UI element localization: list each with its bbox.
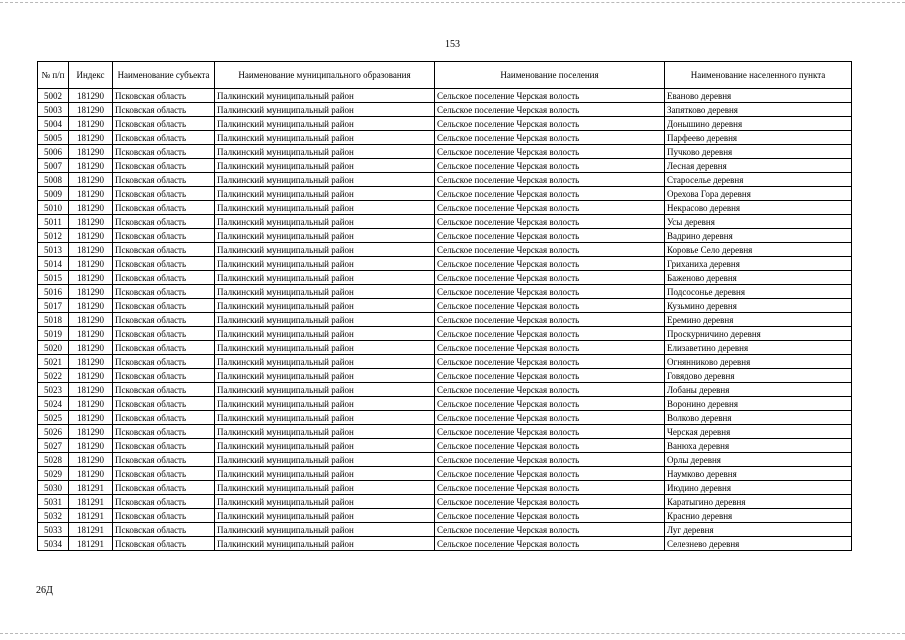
cell-number: 5022	[38, 369, 69, 383]
cell-number: 5025	[38, 411, 69, 425]
settlements-table-wrapper	[37, 61, 852, 551]
cell-subject: Псковская область	[113, 467, 215, 481]
cell-locality: Каратыгино деревня	[665, 495, 852, 509]
cell-municipality: Палкинский муниципальный район	[215, 145, 435, 159]
cell-number: 5033	[38, 523, 69, 537]
cell-locality: Орлы деревня	[665, 453, 852, 467]
cell-number: 5018	[38, 313, 69, 327]
cell-number: 5017	[38, 299, 69, 313]
table-row	[38, 159, 852, 173]
cell-index: 181290	[69, 313, 113, 327]
cell-locality: Подсосонье деревня	[665, 285, 852, 299]
cell-locality: Некрасово деревня	[665, 201, 852, 215]
cell-index: 181290	[69, 159, 113, 173]
cell-number: 5021	[38, 355, 69, 369]
cell-subject: Псковская область	[113, 257, 215, 271]
table-row	[38, 271, 852, 285]
table-row	[38, 117, 852, 131]
cell-municipality: Палкинский муниципальный район	[215, 313, 435, 327]
cell-settlement: Сельское поселение Черская волость	[435, 299, 665, 313]
table-row	[38, 453, 852, 467]
table-row	[38, 537, 852, 551]
cell-number: 5031	[38, 495, 69, 509]
cell-municipality: Палкинский муниципальный район	[215, 103, 435, 117]
cell-municipality: Палкинский муниципальный район	[215, 285, 435, 299]
table-row	[38, 103, 852, 117]
cell-municipality: Палкинский муниципальный район	[215, 355, 435, 369]
cell-settlement: Сельское поселение Черская волость	[435, 523, 665, 537]
cell-subject: Псковская область	[113, 145, 215, 159]
cell-subject: Псковская область	[113, 131, 215, 145]
cell-settlement: Сельское поселение Черская волость	[435, 243, 665, 257]
cell-index: 181290	[69, 467, 113, 481]
cell-number: 5020	[38, 341, 69, 355]
cell-index: 181290	[69, 369, 113, 383]
table-row	[38, 201, 852, 215]
cell-settlement: Сельское поселение Черская волость	[435, 369, 665, 383]
cell-index: 181290	[69, 453, 113, 467]
cell-settlement: Сельское поселение Черская волость	[435, 201, 665, 215]
cell-index: 181291	[69, 495, 113, 509]
table-row	[38, 481, 852, 495]
cell-subject: Псковская область	[113, 453, 215, 467]
cell-settlement: Сельское поселение Черская волость	[435, 159, 665, 173]
cell-locality: Баженово деревня	[665, 271, 852, 285]
cell-municipality: Палкинский муниципальный район	[215, 341, 435, 355]
cell-municipality: Палкинский муниципальный район	[215, 411, 435, 425]
table-row	[38, 229, 852, 243]
cell-number: 5006	[38, 145, 69, 159]
cell-municipality: Палкинский муниципальный район	[215, 439, 435, 453]
cell-subject: Псковская область	[113, 229, 215, 243]
cell-index: 181290	[69, 341, 113, 355]
cell-municipality: Палкинский муниципальный район	[215, 173, 435, 187]
table-row	[38, 355, 852, 369]
cell-municipality: Палкинский муниципальный район	[215, 467, 435, 481]
cell-settlement: Сельское поселение Черская волость	[435, 397, 665, 411]
cell-locality: Черская деревня	[665, 425, 852, 439]
cell-settlement: Сельское поселение Черская волость	[435, 229, 665, 243]
cell-number: 5028	[38, 453, 69, 467]
cell-number: 5027	[38, 439, 69, 453]
cell-settlement: Сельское поселение Черская волость	[435, 145, 665, 159]
cell-settlement: Сельское поселение Черская волость	[435, 285, 665, 299]
cell-municipality: Палкинский муниципальный район	[215, 187, 435, 201]
cell-locality: Огнянниково деревня	[665, 355, 852, 369]
cell-municipality: Палкинский муниципальный район	[215, 453, 435, 467]
table-row	[38, 173, 852, 187]
cell-subject: Псковская область	[113, 285, 215, 299]
cell-number: 5004	[38, 117, 69, 131]
table-row	[38, 495, 852, 509]
cell-municipality: Палкинский муниципальный район	[215, 229, 435, 243]
cell-subject: Псковская область	[113, 369, 215, 383]
cell-number: 5012	[38, 229, 69, 243]
cell-locality: Волково деревня	[665, 411, 852, 425]
cell-index: 181290	[69, 411, 113, 425]
cell-settlement: Сельское поселение Черская волость	[435, 467, 665, 481]
cell-locality: Лесная деревня	[665, 159, 852, 173]
cell-index: 181290	[69, 397, 113, 411]
cell-index: 181290	[69, 89, 113, 103]
cell-settlement: Сельское поселение Черская волость	[435, 355, 665, 369]
cell-subject: Псковская область	[113, 481, 215, 495]
cell-number: 5032	[38, 509, 69, 523]
cell-number: 5034	[38, 537, 69, 551]
cell-municipality: Палкинский муниципальный район	[215, 481, 435, 495]
header-index: Индекс	[69, 62, 113, 89]
cell-locality: Говядово деревня	[665, 369, 852, 383]
cell-municipality: Палкинский муниципальный район	[215, 369, 435, 383]
cell-municipality: Палкинский муниципальный район	[215, 299, 435, 313]
cell-subject: Псковская область	[113, 397, 215, 411]
table-row	[38, 243, 852, 257]
cell-index: 181291	[69, 481, 113, 495]
cell-settlement: Сельское поселение Черская волость	[435, 537, 665, 551]
cell-settlement: Сельское поселение Черская волость	[435, 313, 665, 327]
cell-settlement: Сельское поселение Черская волость	[435, 215, 665, 229]
table-row	[38, 187, 852, 201]
table-body	[38, 89, 852, 551]
cell-locality: Парфеево деревня	[665, 131, 852, 145]
cell-locality: Староселье деревня	[665, 173, 852, 187]
table-row	[38, 425, 852, 439]
cell-settlement: Сельское поселение Черская волость	[435, 453, 665, 467]
table-header-row	[38, 62, 852, 89]
table-row	[38, 467, 852, 481]
cell-subject: Псковская область	[113, 187, 215, 201]
cell-subject: Псковская область	[113, 327, 215, 341]
cell-municipality: Палкинский муниципальный район	[215, 159, 435, 173]
cell-locality: Еремино деревня	[665, 313, 852, 327]
cell-subject: Псковская область	[113, 313, 215, 327]
cell-number: 5014	[38, 257, 69, 271]
cell-subject: Псковская область	[113, 355, 215, 369]
cell-locality: Кузьмино деревня	[665, 299, 852, 313]
cell-number: 5011	[38, 215, 69, 229]
table-row	[38, 131, 852, 145]
cell-index: 181290	[69, 355, 113, 369]
cell-settlement: Сельское поселение Черская волость	[435, 509, 665, 523]
cell-number: 5024	[38, 397, 69, 411]
settlements-table	[37, 61, 852, 551]
cell-index: 181290	[69, 173, 113, 187]
cell-locality: Коровье Село деревня	[665, 243, 852, 257]
cell-locality: Запятково деревня	[665, 103, 852, 117]
cell-subject: Псковская область	[113, 173, 215, 187]
cell-settlement: Сельское поселение Черская волость	[435, 383, 665, 397]
cell-subject: Псковская область	[113, 215, 215, 229]
cell-subject: Псковская область	[113, 201, 215, 215]
cell-index: 181290	[69, 299, 113, 313]
cell-locality: Ванюха деревня	[665, 439, 852, 453]
cell-subject: Псковская область	[113, 425, 215, 439]
cell-number: 5029	[38, 467, 69, 481]
cell-municipality: Палкинский муниципальный район	[215, 425, 435, 439]
cell-index: 181290	[69, 229, 113, 243]
cell-locality: Гриханиха деревня	[665, 257, 852, 271]
cell-settlement: Сельское поселение Черская волость	[435, 131, 665, 145]
cell-number: 5019	[38, 327, 69, 341]
cell-municipality: Палкинский муниципальный район	[215, 89, 435, 103]
cell-number: 5007	[38, 159, 69, 173]
cell-locality: Донышино деревня	[665, 117, 852, 131]
cell-settlement: Сельское поселение Черская волость	[435, 411, 665, 425]
cell-settlement: Сельское поселение Черская волость	[435, 187, 665, 201]
cell-municipality: Палкинский муниципальный район	[215, 271, 435, 285]
cell-index: 181290	[69, 439, 113, 453]
cell-municipality: Палкинский муниципальный район	[215, 117, 435, 131]
cell-municipality: Палкинский муниципальный район	[215, 131, 435, 145]
header-number: № п/п	[38, 62, 69, 89]
cell-municipality: Палкинский муниципальный район	[215, 523, 435, 537]
cell-locality: Луг деревня	[665, 523, 852, 537]
cell-locality: Краснио деревня	[665, 509, 852, 523]
cell-settlement: Сельское поселение Черская волость	[435, 257, 665, 271]
cell-index: 181290	[69, 117, 113, 131]
cell-subject: Псковская область	[113, 271, 215, 285]
header-subject: Наименование субъекта	[113, 62, 215, 89]
cell-locality: Вадрино деревня	[665, 229, 852, 243]
scan-edge-bottom	[0, 633, 905, 634]
table-row	[38, 383, 852, 397]
scan-edge-top	[0, 2, 905, 3]
table-row	[38, 369, 852, 383]
cell-settlement: Сельское поселение Черская волость	[435, 271, 665, 285]
header-municipality: Наименование муниципального образования	[215, 62, 435, 89]
page-number: 153	[445, 39, 460, 50]
cell-subject: Псковская область	[113, 411, 215, 425]
cell-index: 181290	[69, 103, 113, 117]
cell-settlement: Сельское поселение Черская волость	[435, 425, 665, 439]
table-row	[38, 257, 852, 271]
table-row	[38, 523, 852, 537]
cell-municipality: Палкинский муниципальный район	[215, 537, 435, 551]
cell-index: 181290	[69, 257, 113, 271]
header-settlement: Наименование поселения	[435, 62, 665, 89]
cell-subject: Псковская область	[113, 495, 215, 509]
cell-settlement: Сельское поселение Черская волость	[435, 341, 665, 355]
cell-index: 181290	[69, 131, 113, 145]
table-row	[38, 411, 852, 425]
cell-subject: Псковская область	[113, 89, 215, 103]
cell-settlement: Сельское поселение Черская волость	[435, 117, 665, 131]
cell-locality: Усы деревня	[665, 215, 852, 229]
table-row	[38, 299, 852, 313]
cell-municipality: Палкинский муниципальный район	[215, 397, 435, 411]
cell-index: 181290	[69, 327, 113, 341]
cell-locality: Проскурничино деревня	[665, 327, 852, 341]
cell-number: 5026	[38, 425, 69, 439]
table-row	[38, 145, 852, 159]
cell-index: 181290	[69, 187, 113, 201]
cell-locality: Селезнево деревня	[665, 537, 852, 551]
cell-subject: Псковская область	[113, 537, 215, 551]
cell-municipality: Палкинский муниципальный район	[215, 495, 435, 509]
cell-municipality: Палкинский муниципальный район	[215, 215, 435, 229]
cell-settlement: Сельское поселение Черская волость	[435, 481, 665, 495]
table-row	[38, 285, 852, 299]
cell-subject: Псковская область	[113, 439, 215, 453]
cell-index: 181290	[69, 271, 113, 285]
table-row	[38, 397, 852, 411]
cell-subject: Псковская область	[113, 523, 215, 537]
cell-number: 5023	[38, 383, 69, 397]
cell-index: 181290	[69, 145, 113, 159]
cell-settlement: Сельское поселение Черская волость	[435, 173, 665, 187]
cell-index: 181290	[69, 285, 113, 299]
cell-subject: Псковская область	[113, 103, 215, 117]
cell-settlement: Сельское поселение Черская волость	[435, 439, 665, 453]
cell-settlement: Сельское поселение Черская волость	[435, 89, 665, 103]
cell-index: 181290	[69, 425, 113, 439]
cell-index: 181290	[69, 383, 113, 397]
cell-municipality: Палкинский муниципальный район	[215, 243, 435, 257]
cell-index: 181290	[69, 215, 113, 229]
cell-index: 181291	[69, 537, 113, 551]
cell-locality: Наумково деревня	[665, 467, 852, 481]
cell-municipality: Палкинский муниципальный район	[215, 383, 435, 397]
cell-locality: Воронино деревня	[665, 397, 852, 411]
table-row	[38, 509, 852, 523]
cell-subject: Псковская область	[113, 159, 215, 173]
cell-number: 5013	[38, 243, 69, 257]
cell-subject: Псковская область	[113, 299, 215, 313]
table-row	[38, 215, 852, 229]
cell-settlement: Сельское поселение Черская волость	[435, 495, 665, 509]
cell-subject: Псковская область	[113, 243, 215, 257]
cell-locality: Орехова Гора деревня	[665, 187, 852, 201]
cell-index: 181291	[69, 509, 113, 523]
cell-number: 5002	[38, 89, 69, 103]
cell-municipality: Палкинский муниципальный район	[215, 327, 435, 341]
cell-number: 5005	[38, 131, 69, 145]
cell-index: 181291	[69, 523, 113, 537]
cell-municipality: Палкинский муниципальный район	[215, 257, 435, 271]
header-locality: Наименование населенного пункта	[665, 62, 852, 89]
cell-settlement: Сельское поселение Черская волость	[435, 103, 665, 117]
table-row	[38, 341, 852, 355]
cell-number: 5009	[38, 187, 69, 201]
table-row	[38, 439, 852, 453]
cell-number: 5003	[38, 103, 69, 117]
cell-number: 5010	[38, 201, 69, 215]
cell-subject: Псковская область	[113, 509, 215, 523]
cell-locality: Июдино деревня	[665, 481, 852, 495]
cell-number: 5016	[38, 285, 69, 299]
cell-locality: Елизаветино деревня	[665, 341, 852, 355]
cell-subject: Псковская область	[113, 383, 215, 397]
cell-subject: Псковская область	[113, 117, 215, 131]
cell-settlement: Сельское поселение Черская волость	[435, 327, 665, 341]
cell-number: 5008	[38, 173, 69, 187]
table-row	[38, 89, 852, 103]
cell-index: 181290	[69, 201, 113, 215]
footer-code: 26Д	[36, 585, 53, 596]
table-row	[38, 327, 852, 341]
cell-number: 5030	[38, 481, 69, 495]
table-row	[38, 313, 852, 327]
cell-subject: Псковская область	[113, 341, 215, 355]
cell-number: 5015	[38, 271, 69, 285]
cell-municipality: Палкинский муниципальный район	[215, 509, 435, 523]
cell-index: 181290	[69, 243, 113, 257]
cell-locality: Пучково деревня	[665, 145, 852, 159]
cell-locality: Лобаны деревня	[665, 383, 852, 397]
cell-locality: Еваново деревня	[665, 89, 852, 103]
cell-municipality: Палкинский муниципальный район	[215, 201, 435, 215]
